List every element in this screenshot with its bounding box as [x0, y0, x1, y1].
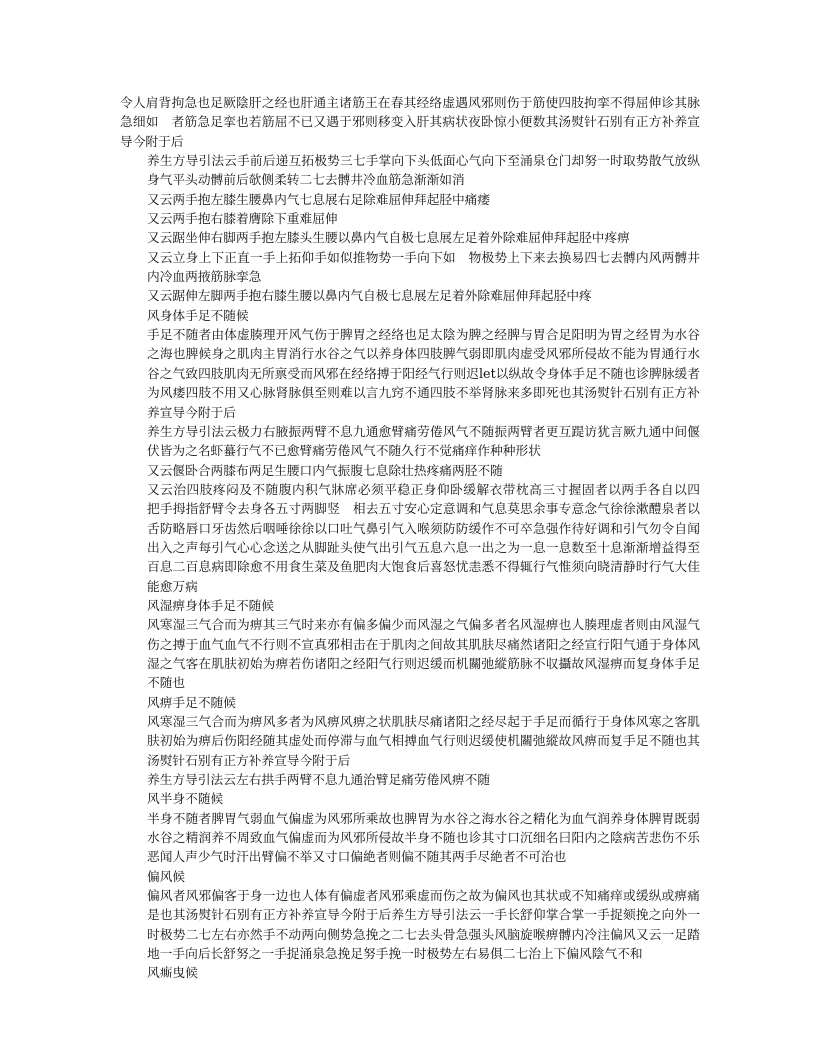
document-page [120, 93, 713, 983]
text-paragraph: 又云两手抱左膝生腰鼻内气七息展右足除难屈伸拜起胫中痛痿 [147, 191, 491, 207]
text-paragraph: 又云踞坐伸右脚两手抱左膝头生腰以鼻内气自极七息展左足着外除难屈伸拜起胫中疼痹 [147, 230, 630, 246]
text-paragraph: 手足不随者由体虚腠理开风气伤于脾胃之经络也足太陰为脾之经脾与胃合足阳明为胃之经胃为水谷之海也脾候身之肌肉主胃消行水谷之气以养身体四肢脾气弱即肌肉虚受风邪所侵故不能为胃通行水谷之气致四肢肌肉无所禀受而风邪在经络搏于阳经气行则迟let以纵故令身体手足不随也诊脾脉缓者为风痿四肢不用又心脉肾脉俱至则难以言九窍不通四肢不举肾脉来多即死也其汤熨针石别有正方补养宣导今附于后 [147, 327, 700, 420]
section-heading: 风𤺊曳候 [147, 965, 198, 981]
text-paragraph: 养生方导引法云左右拱手两臂不息九通治臂足痛劳倦风痹不随 [147, 772, 491, 788]
text-paragraph: 偏风者风邪偏客于身一边也人体有偏虚者风邪乘虚而伤之故为偏风也其状或不知痛痒或缓纵或痹痛是也其汤熨针石别有正方补养宣导今附于后养生方导引法云一手长舒仰掌合掌一手捉颏挽之向外一时极势二七左右亦然手不动两向侧势急挽之二七去头骨急强头风脑旋喉痹髆内冷注偏风又云一足踏地一手向后长舒努之一手捉涌泉急挽足努手挽一时极势左右易俱二七治上下偏风陰气不和 [147, 888, 700, 962]
section-heading: 风半身不随候 [147, 791, 224, 807]
text-paragraph: 半身不随者脾胃气弱血气偏虚为风邪所乘故也脾胃为水谷之海水谷之精化为血气润养身体脾胃既弱水谷之精润养不周致血气偏虚而为风邪所侵故半身不随也诊其寸口沉细名曰阳内之陰病苦悲伤不乐恶闻人声少气时汗出臂偏不举又寸口偏絶者则偏不随其两手尽絶者不可治也 [147, 810, 700, 865]
text-paragraph: 养生方导引法云手前后递互拓极势三七手掌向下头低面心气向下至涌泉仓门却努一时取势散气放纵身气平头动髆前后欹侧柔转二七去髆井冷血筋急渐渐如消 [147, 153, 700, 188]
text-paragraph: 又云两手抱右膝着膺除下重难屈伸 [147, 211, 338, 227]
text-paragraph: 又云治四肢疼闷及不随腹内积气牀席必须平稳正身仰卧缓解衣带枕高三寸握固者以两手各自以四 把手拇指舒臂令去身各五寸两脚竖 相去五寸安心定意调和气息莫思余事专意念气徐徐漱醴泉者以舌防略唇口牙齿然后咽唾徐徐以口吐气鼻引气入喉须防防缓作不可卒急强作待好调和引气勿令自闻出入之声每引气心心念送之从脚趾头使气出引气五息六息一出之为一息一息数至十息渐渐增益得至百息二百息病即除愈不用食生菜及鱼肥肉大饱食后喜怒忧恚悉不得辄行气惟须向晓清静时行气大佳能愈万病 [147, 481, 713, 594]
section-heading: 风湿痹身体手足不随候 [147, 597, 275, 613]
text-paragraph: 又云偃卧合两膝布两足生腰口内气振腹七息除壮热疼痛两胫不随 [147, 462, 503, 478]
text-paragraph: 养生方导引法云极力右腋振两臂不息九通愈臂痛劳倦风气不随振两臂者更互踶访犹言厥九通中间偃伏皆为之名虾蟇行气不已愈臂痛劳倦风气不随久行不觉痛痒作种种形状 [147, 423, 700, 459]
text-paragraph: 又云踞伸左脚两手抱右膝生腰以鼻内气自极七息展左足着外除难屈伸拜起胫中疼 [147, 288, 592, 304]
text-paragraph: 风寒湿三气合而为痹风多者为风痹风痹之状肌肤尽痛诸阳之经尽起于手足而循行于身体风寒之客肌肤初始为痹后伤阳经随其虚处而停滞与血气相搏血气行则迟缓使机關弛縱故风痹而复手足不随也其汤熨针石别有正方补养宣导今附于后 [147, 714, 700, 768]
section-heading: 偏风候 [147, 868, 186, 884]
text-paragraph: 又云立身上下正直一手上拓仰手如似推物势一手向下如 物极势上下来去换易四七去髆内风两髆井内冷血两掖筋脉挛急 [147, 249, 700, 285]
section-heading: 风身体手足不随候 [147, 307, 249, 323]
section-heading: 风痹手足不随候 [147, 694, 236, 710]
text-paragraph: 风寒湿三气合而为痹其三气时来亦有偏多偏少而风湿之气偏多者名风湿痹也人腠理虚者则由风湿气伤之搏于血气血气不行则不宣真邪相击在于肌肉之间故其肌肤尽痛然诸阳之经宣行阳气通于身体风湿之气客在肌肤初始为痹若伤诸阳之经阳气行则迟缓而机關弛縱筋脉不収攝故风湿痹而复身体手足不随也 [147, 617, 700, 691]
text-paragraph: 令人肩背拘急也足厥陰肝之经也肝通主诸筋王在春其经络虚遇风邪则伤于筋使四肢拘挛不得屈伸诊其脉急细如 者筋急足挛也若筋屈不已又遇于邪则移变入肝其病状夜卧惊小便数其汤熨针石别有正方补养宣导今附于后 [120, 95, 700, 149]
